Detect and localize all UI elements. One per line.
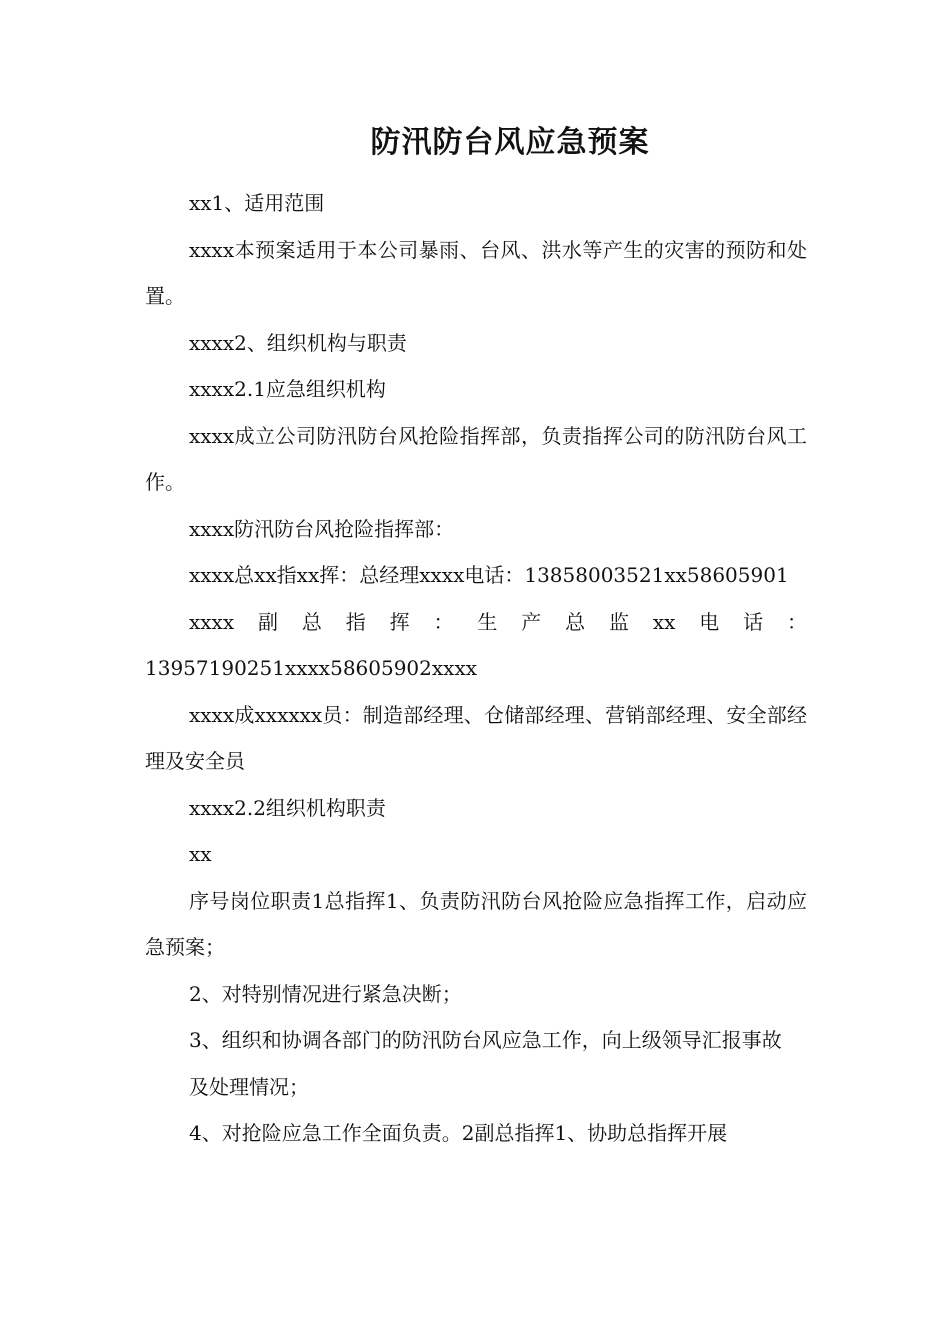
subsection-heading-emergency-org: xxxx2.1应急组织机构 — [189, 377, 386, 401]
paragraph-chief-duty-4: 4、对抢险应急工作全面负责。2副总指挥1、协助总指挥开展 — [189, 1121, 728, 1145]
paragraph-scope-description: xxxx本预案适用于本公司暴雨、台风、洪水等产生的灾害的预防和处置。 — [145, 237, 807, 308]
document-body — [145, 180, 807, 1157]
paragraph-command-label: xxxx防汛防台风抢险指挥部： — [189, 516, 455, 541]
paragraph-chief-duty-3-cont: 及处理情况； — [189, 1074, 309, 1099]
section-heading-organization: xxxx2、组织机构与职责 — [189, 330, 407, 355]
subsection-heading-responsibilities: xxxx2.2组织机构职责 — [189, 795, 386, 820]
paragraph-chief-duty-3: 3、组织和协调各部门的防汛防台风应急工作，向上级领导汇报事故 — [189, 1028, 782, 1052]
paragraph-chief-duty-2: 2、对特别情况进行紧急决断； — [189, 981, 462, 1006]
paragraph-placeholder: xx — [189, 842, 212, 866]
paragraph-chief-commander: xxxx总xx指xx挥：总经理xxxx电话：13858003521xx58605901 — [189, 563, 789, 587]
document-title: 防汛防台风应急预案 — [370, 125, 650, 160]
paragraph-deputy-commander: xxxx副总指挥：生产总监xx电话： — [189, 609, 807, 634]
section-heading-scope: xx1、适用范围 — [189, 191, 325, 215]
paragraph-deputy-phone: 13957190251xxxx58605902xxxx — [145, 656, 478, 680]
paragraph-members: xxxx成xxxxxx员：制造部经理、仓储部经理、营销部经理、安全部经理及安全员 — [145, 702, 807, 773]
paragraph-chief-duty-1: 序号岗位职责1总指挥1、负责防汛防台风抢险应急指挥工作，启动应急预案； — [145, 888, 807, 959]
paragraph-establish-command: xxxx成立公司防汛防台风抢险指挥部，负责指挥公司的防汛防台风工作。 — [145, 423, 807, 494]
